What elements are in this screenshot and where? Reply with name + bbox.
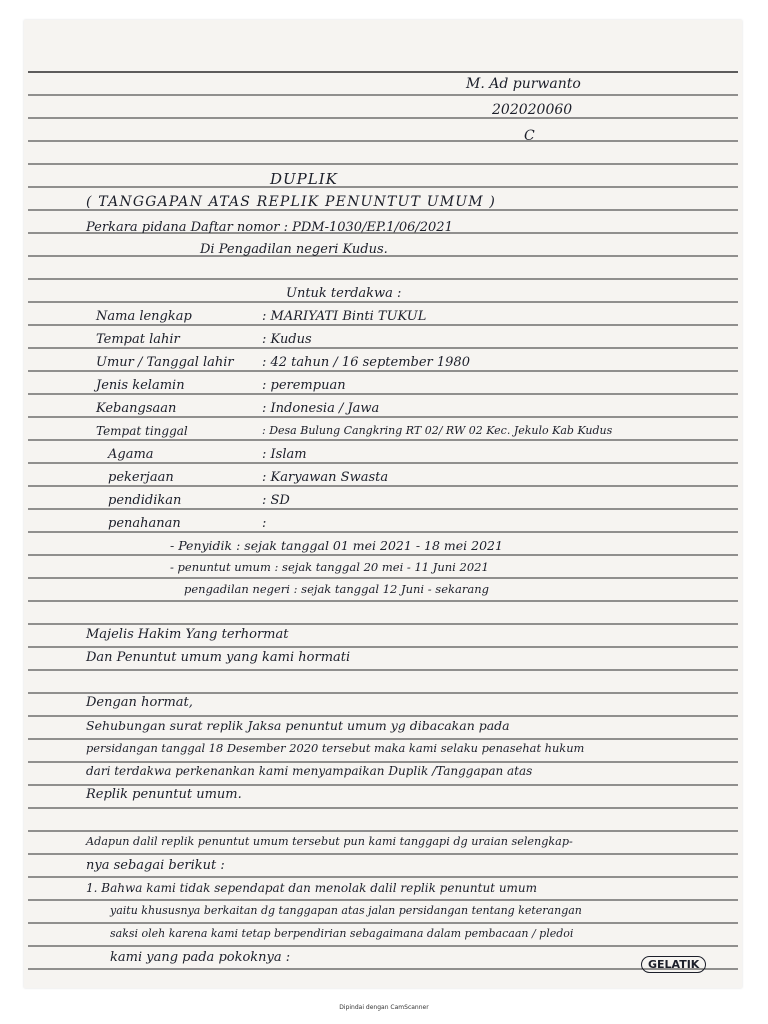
- field-value: : 42 tahun / 16 september 1980: [262, 355, 470, 370]
- defendant-heading: Untuk terdakwa :: [286, 286, 402, 301]
- document-subtitle: ( TANGGAPAN ATAS REPLIK PENUNTUT UMUM ): [86, 194, 497, 210]
- notebook-brand-logo: GELATIK: [641, 956, 706, 973]
- field-label: Umur / Tanggal lahir: [96, 355, 234, 370]
- body-line: Sehubungan surat replik Jaksa penuntut umum yg dibacakan pada: [86, 718, 510, 733]
- closing-line: Adapun dalil replik penuntut umum tersebut pun kami tanggapi dg uraian selengkap-: [86, 835, 573, 848]
- field-value: : SD: [262, 493, 290, 508]
- detention-line: - penuntut umum : sejak tanggal 20 mei - 11 Juni 2021: [170, 560, 489, 574]
- field-label: pekerjaan: [108, 470, 174, 485]
- body-line: dari terdakwa perkenankan kami menyampaikan Duplik /Tanggapan atas: [86, 764, 533, 778]
- closing-line: nya sebagai berikut :: [86, 858, 225, 873]
- salutation-line: Dan Penuntut umum yang kami hormati: [86, 650, 351, 665]
- field-value: : Desa Bulung Cangkring RT 02/ RW 02 Kec. Jekulo Kab Kudus: [262, 424, 613, 437]
- field-value: : Islam: [262, 447, 307, 462]
- field-value: : Indonesia / Jawa: [262, 401, 380, 416]
- field-value: : Karyawan Swasta: [262, 470, 389, 485]
- field-label: Nama lengkap: [96, 309, 192, 324]
- detention-line: - Penyidik : sejak tanggal 01 mei 2021 - 18 mei 2021: [170, 538, 503, 553]
- body-line: Dengan hormat,: [86, 695, 193, 710]
- closing-line: 1. Bahwa kami tidak sependapat dan menolak dalil replik penuntut umum: [86, 881, 538, 895]
- field-value: : Kudus: [262, 332, 312, 347]
- field-value: : MARIYATI Binti TUKUL: [262, 309, 427, 324]
- field-label: Agama: [108, 447, 154, 462]
- document-title: DUPLIK: [270, 170, 338, 188]
- field-label: pendidikan: [108, 493, 182, 508]
- student-id: 202020060: [492, 102, 573, 118]
- field-label: Kebangsaan: [96, 401, 177, 416]
- body-line: persidangan tanggal 18 Desember 2020 tersebut maka kami selaku penasehat hukum: [86, 741, 585, 755]
- case-register: Perkara pidana Daftar nomor : PDM-1030/EP.1/06/2021: [86, 220, 453, 235]
- field-label: Tempat lahir: [96, 332, 180, 347]
- body-line: Replik penuntut umum.: [86, 787, 242, 802]
- student-name: M. Ad purwanto: [466, 76, 581, 92]
- class-label: C: [524, 128, 535, 144]
- notebook-page: [24, 20, 742, 988]
- scanner-watermark: Dipindai dengan CamScanner: [339, 1004, 429, 1011]
- field-label: Jenis kelamin: [96, 378, 185, 393]
- closing-line: saksi oleh karena kami tetap berpendirian sebagaimana dalam pembacaan / pledoi: [110, 927, 574, 940]
- detention-line: pengadilan negeri : sejak tanggal 12 Juni - sekarang: [184, 582, 489, 596]
- field-label: penahanan: [108, 516, 181, 531]
- closing-line: kami yang pada pokoknya :: [110, 950, 291, 965]
- field-label: Tempat tinggal: [96, 424, 188, 438]
- field-value: : perempuan: [262, 378, 346, 393]
- field-value: :: [262, 516, 267, 531]
- salutation-line: Majelis Hakim Yang terhormat: [86, 627, 289, 642]
- closing-line: yaitu khususnya berkaitan dg tanggapan atas jalan persidangan tentang keterangan: [110, 904, 582, 917]
- court-name: Di Pengadilan negeri Kudus.: [200, 242, 388, 257]
